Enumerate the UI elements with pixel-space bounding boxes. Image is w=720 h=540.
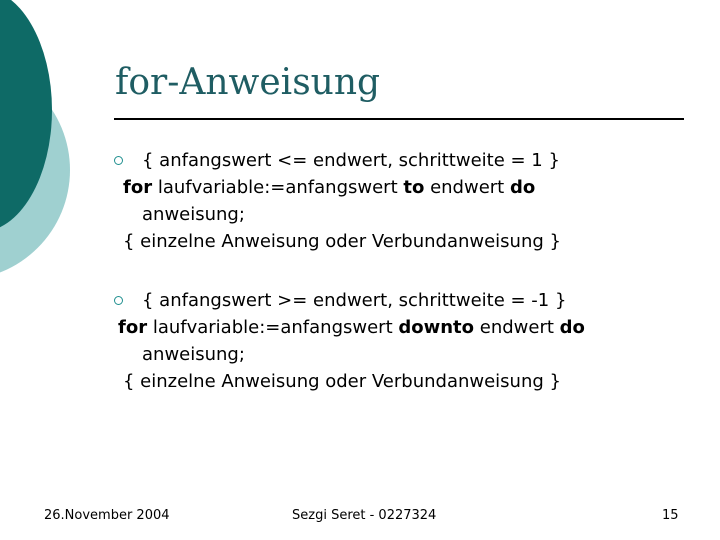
for-statement-line xyxy=(118,314,585,341)
keyword-for: for xyxy=(123,177,153,198)
loop-var: laufvariable:=anfangswert xyxy=(157,177,398,198)
slide-title: for-Anweisung xyxy=(115,62,381,103)
statement-line xyxy=(118,341,585,368)
comment-line xyxy=(118,228,561,255)
end-value: endwert xyxy=(479,317,554,338)
decorative-circles xyxy=(0,0,120,300)
footer-page-number: 15 xyxy=(662,508,679,523)
hollow-circle-bullet-icon xyxy=(114,156,123,165)
comment: { einzelne Anweisung oder Verbundanweisung } xyxy=(123,231,561,252)
footer-date: 26.November 2004 xyxy=(44,508,170,523)
statement-line xyxy=(118,201,561,228)
footer-author: Sezgi Seret - 0227324 xyxy=(292,508,437,523)
for-to-block xyxy=(118,147,561,255)
for-statement-line xyxy=(118,174,561,201)
end-value: endwert xyxy=(430,177,505,198)
keyword-downto: downto xyxy=(398,317,475,338)
block-header: { anfangswert <= endwert, schrittweite = 1 } xyxy=(142,150,560,171)
loop-var: laufvariable:=anfangswert xyxy=(152,317,393,338)
keyword-to: to xyxy=(403,177,425,198)
keyword-for: for xyxy=(118,317,148,338)
comment: { einzelne Anweisung oder Verbundanweisung } xyxy=(123,371,561,392)
block-header: { anfangswert >= endwert, schrittweite = -1 } xyxy=(142,290,567,311)
keyword-do: do xyxy=(509,177,536,198)
statement: anweisung; xyxy=(142,344,245,365)
title-underline xyxy=(114,118,684,120)
block-header-line xyxy=(118,147,561,174)
statement: anweisung; xyxy=(142,204,245,225)
comment-line xyxy=(118,368,585,395)
for-downto-block xyxy=(118,287,585,395)
hollow-circle-bullet-icon xyxy=(114,296,123,305)
keyword-do: do xyxy=(559,317,585,338)
block-header-line xyxy=(118,287,585,314)
